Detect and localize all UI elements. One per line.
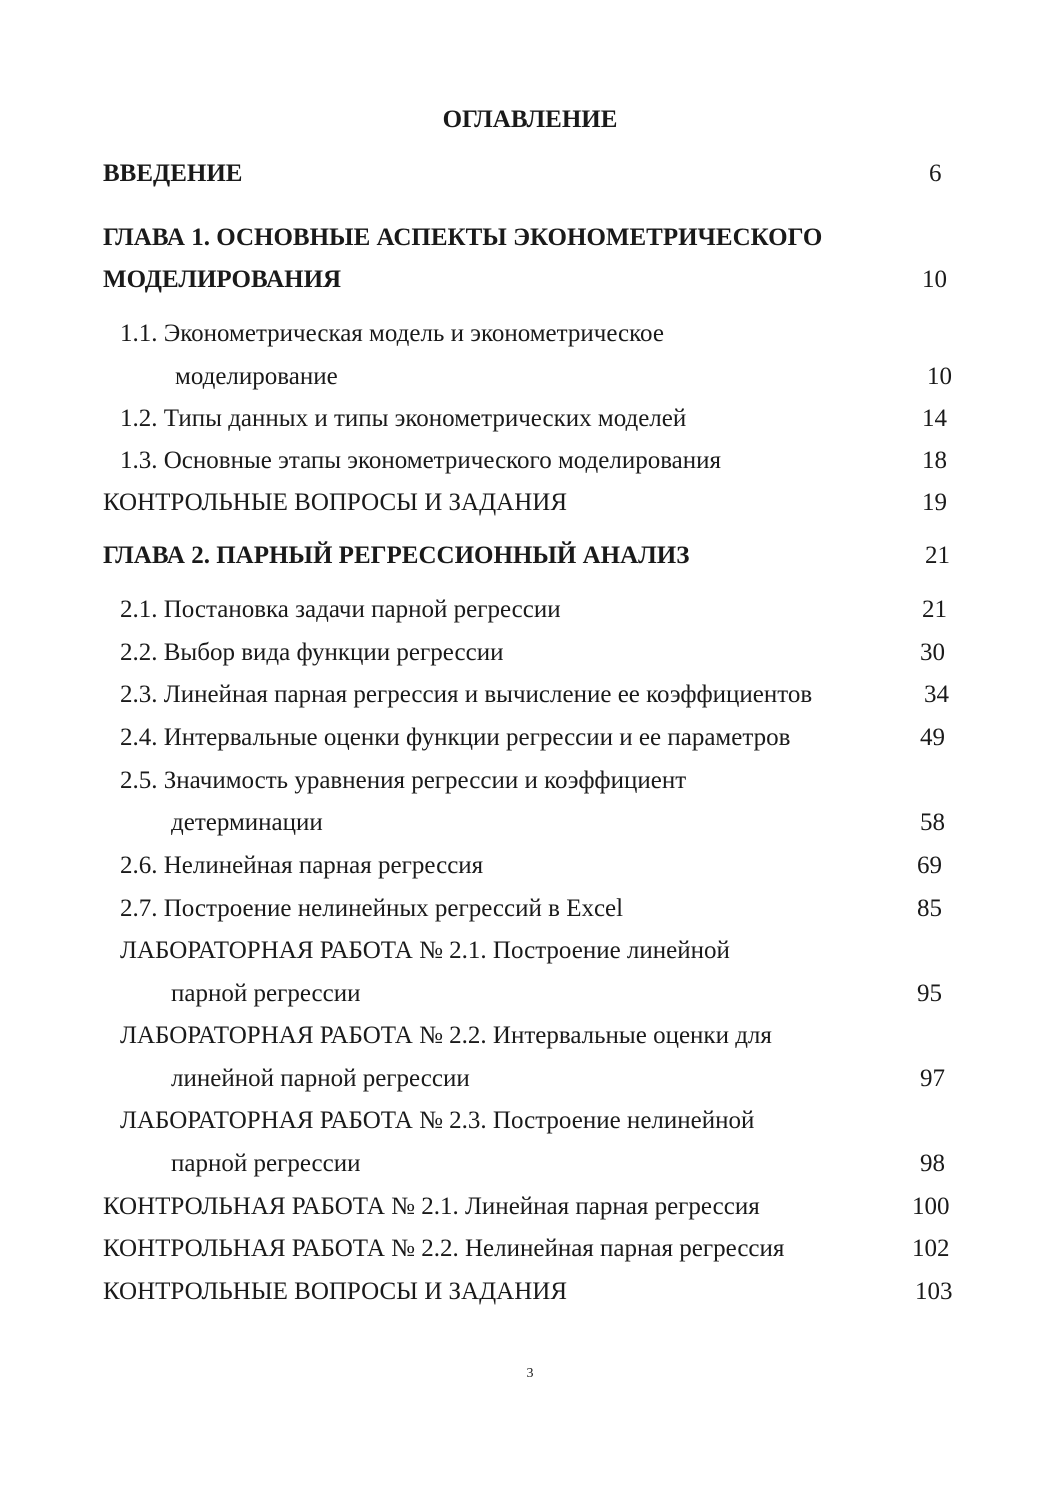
toc-page-2-2: 30: [920, 639, 945, 666]
toc-page-ch1-questions: 19: [922, 489, 947, 516]
toc-page-lab-2-3: 98: [920, 1150, 945, 1177]
toc-entry-ch2-questions: КОНТРОЛЬНЫЕ ВОПРОСЫ И ЗАДАНИЯ: [103, 1278, 567, 1305]
toc-page-1-1: 10: [927, 363, 952, 390]
toc-page-test-2-2: 102: [912, 1235, 950, 1262]
toc-entry-2-6: 2.6. Нелинейная парная регрессия: [120, 852, 484, 879]
toc-entry-2-7: 2.7. Построение нелинейных регрессий в Excel: [120, 895, 624, 922]
toc-entry-2-4: 2.4. Интервальные оценки функции регрессии и ее параметров: [120, 724, 791, 751]
toc-page-1-3: 18: [922, 447, 947, 474]
toc-chapter2-title: ГЛАВА 2. ПАРНЫЙ РЕГРЕССИОННЫЙ АНАЛИЗ: [103, 542, 690, 569]
toc-chapter1-title: ГЛАВА 1. ОСНОВНЫЕ АСПЕКТЫ ЭКОНОМЕТРИЧЕСКОГО: [103, 224, 823, 251]
toc-page-intro: 6: [929, 160, 942, 187]
toc-page-lab-2-2: 97: [920, 1065, 945, 1092]
toc-entry-2-5-cont: детерминации: [171, 809, 323, 836]
toc-page-2-5: 58: [920, 809, 945, 836]
toc-page-test-2-1: 100: [912, 1193, 950, 1220]
toc-page-chapter1: 10: [922, 266, 947, 293]
toc-page-1-2: 14: [922, 405, 947, 432]
toc-entry-lab-2-1-cont: парной регрессии: [171, 980, 361, 1007]
toc-entry-test-2-1: КОНТРОЛЬНАЯ РАБОТА № 2.1. Линейная парная регрессия: [103, 1193, 760, 1220]
toc-entry-1-1-cont: моделирование: [175, 363, 338, 390]
toc-entry-lab-2-3: ЛАБОРАТОРНАЯ РАБОТА № 2.3. Построение нелинейной: [120, 1107, 755, 1134]
toc-entry-2-2: 2.2. Выбор вида функции регрессии: [120, 639, 504, 666]
toc-page-lab-2-1: 95: [917, 980, 942, 1007]
toc-entry-ch1-questions: КОНТРОЛЬНЫЕ ВОПРОСЫ И ЗАДАНИЯ: [103, 489, 567, 516]
toc-heading: ОГЛАВЛЕНИЕ: [442, 106, 618, 133]
toc-page-2-1: 21: [922, 596, 947, 623]
toc-entry-1-2: 1.2. Типы данных и типы эконометрических моделей: [120, 405, 687, 432]
toc-page-2-7: 85: [917, 895, 942, 922]
toc-entry-2-1: 2.1. Постановка задачи парной регрессии: [120, 596, 561, 623]
toc-chapter1-title-cont: МОДЕЛИРОВАНИЯ: [103, 266, 342, 293]
toc-page-2-4: 49: [920, 724, 945, 751]
toc-entry-1-1: 1.1. Эконометрическая модель и эконометрическое: [120, 320, 664, 347]
toc-entry-lab-2-2: ЛАБОРАТОРНАЯ РАБОТА № 2.2. Интервальные оценки для: [120, 1022, 772, 1049]
toc-entry-2-5: 2.5. Значимость уравнения регрессии и коэффициент: [120, 767, 687, 794]
toc-entry-2-3: 2.3. Линейная парная регрессия и вычисление ее коэффициентов: [120, 681, 813, 708]
toc-page-chapter2: 21: [925, 542, 950, 569]
toc-page-ch2-questions: 103: [915, 1278, 953, 1305]
toc-entry-lab-2-2-cont: линейной парной регрессии: [171, 1065, 470, 1092]
toc-entry-lab-2-1: ЛАБОРАТОРНАЯ РАБОТА № 2.1. Построение линейной: [120, 937, 730, 964]
toc-page-2-3: 34: [924, 681, 949, 708]
toc-entry-lab-2-3-cont: парной регрессии: [171, 1150, 361, 1177]
toc-entry-intro: ВВЕДЕНИЕ: [103, 160, 243, 187]
toc-entry-1-3: 1.3. Основные этапы эконометрического моделирования: [120, 447, 722, 474]
toc-page-2-6: 69: [917, 852, 942, 879]
toc-entry-test-2-2: КОНТРОЛЬНАЯ РАБОТА № 2.2. Нелинейная парная регрессия: [103, 1235, 785, 1262]
page-number: 3: [526, 1366, 534, 1381]
